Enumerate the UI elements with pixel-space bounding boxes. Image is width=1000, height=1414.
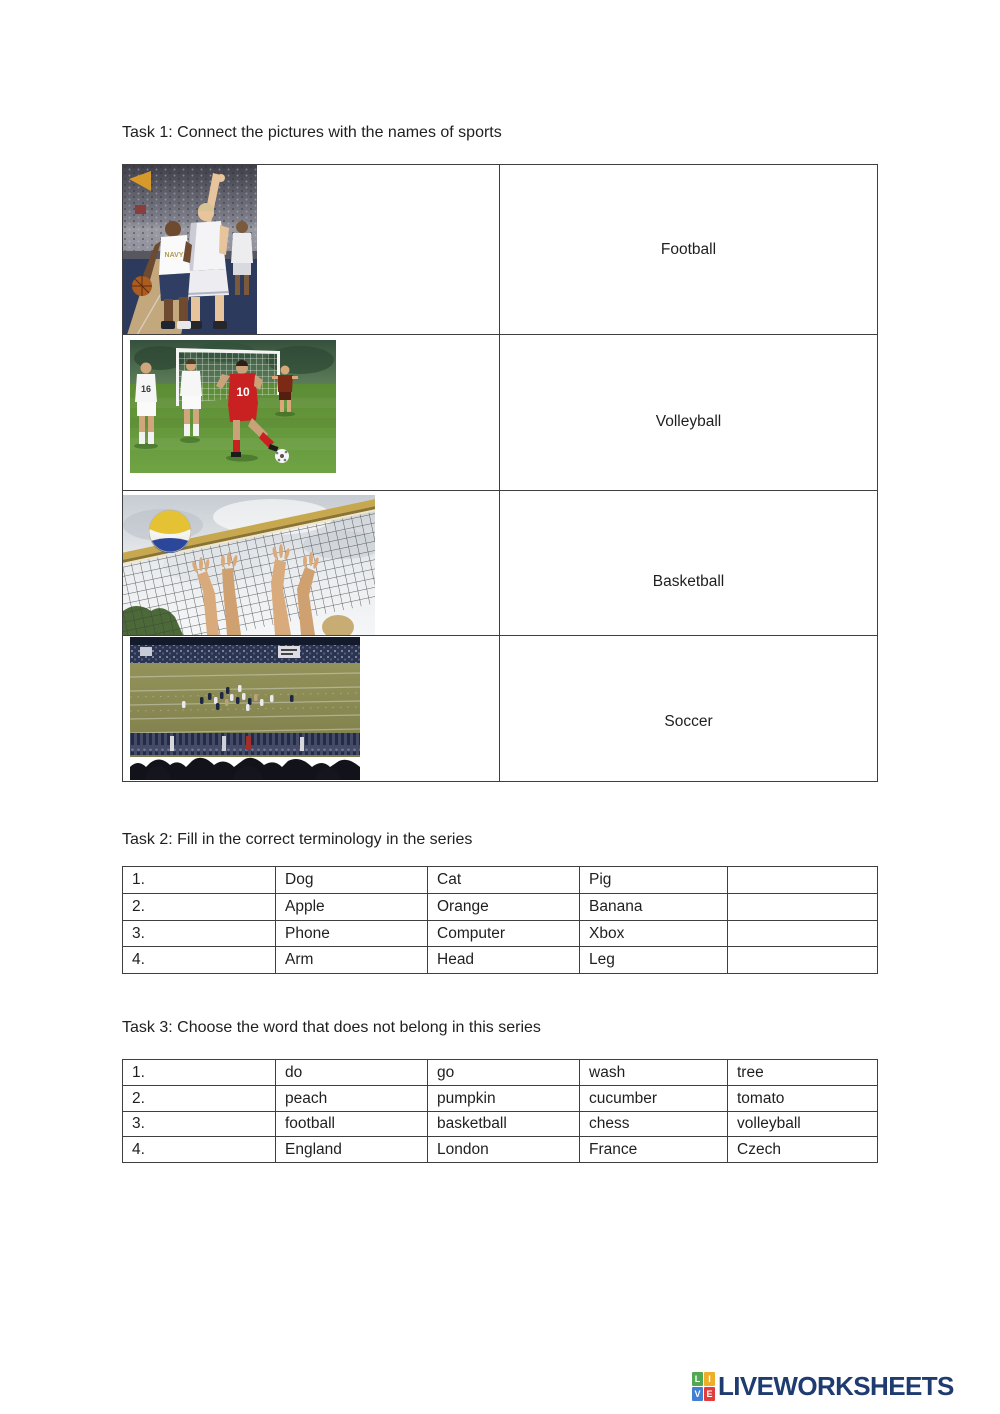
choice-cell[interactable]: do xyxy=(276,1060,428,1086)
word-cell: Computer xyxy=(428,921,580,947)
row-number: 1. xyxy=(123,1060,276,1086)
row-number: 3. xyxy=(123,1112,276,1137)
word-cell: Phone xyxy=(276,921,428,947)
task3-table xyxy=(122,1059,878,1163)
task1-word-cell-basketball[interactable] xyxy=(500,491,877,636)
answer-cell[interactable] xyxy=(728,947,877,973)
row-number: 1. xyxy=(123,867,276,894)
choice-cell[interactable]: basketball xyxy=(428,1112,580,1137)
task1-title: Task 1: Connect the pictures with the names of sports xyxy=(122,124,502,141)
choice-cell[interactable]: cucumber xyxy=(580,1086,728,1112)
task2-title: Task 2: Fill in the correct terminology in the series xyxy=(122,831,473,848)
choice-cell[interactable]: chess xyxy=(580,1112,728,1137)
liveworksheets-icon xyxy=(692,1372,715,1401)
choice-cell[interactable]: peach xyxy=(276,1086,428,1112)
word-cell: Leg xyxy=(580,947,728,973)
task1-picture-cell-american-football[interactable] xyxy=(123,636,500,781)
task1-picture-cell-soccer[interactable] xyxy=(123,335,500,491)
soccer-ball xyxy=(275,449,289,463)
choice-cell[interactable]: France xyxy=(580,1137,728,1162)
choice-cell[interactable]: pumpkin xyxy=(428,1086,580,1112)
sport-word: Basketball xyxy=(652,573,725,590)
row-number: 2. xyxy=(123,1086,276,1112)
choice-cell[interactable]: London xyxy=(428,1137,580,1162)
choice-cell[interactable]: wash xyxy=(580,1060,728,1086)
task1-picture-cell-volleyball[interactable] xyxy=(123,491,500,636)
icon-letter-v: V xyxy=(692,1387,703,1401)
word-cell: Arm xyxy=(276,947,428,973)
word-cell: Dog xyxy=(276,867,428,894)
word-cell: Pig xyxy=(580,867,728,894)
choice-cell[interactable]: go xyxy=(428,1060,580,1086)
soccer-photo[interactable] xyxy=(130,340,336,473)
volleyball-photo[interactable] xyxy=(123,495,375,635)
task1-word-cell-soccer[interactable] xyxy=(500,636,877,781)
word-cell: Orange xyxy=(428,894,580,921)
choice-cell[interactable]: Czech xyxy=(737,1140,781,1158)
word-cell: Cat xyxy=(428,867,580,894)
jersey-text: NAVY xyxy=(164,252,184,259)
basketball-ball xyxy=(132,276,152,296)
task1-word-cell-football[interactable] xyxy=(500,165,877,335)
choice-cell[interactable]: volleyball xyxy=(728,1112,877,1137)
american-football-photo[interactable] xyxy=(130,637,360,780)
word-cell: Head xyxy=(428,947,580,973)
volleyball-ball xyxy=(149,510,191,553)
sport-word: Football xyxy=(660,240,717,258)
task3-title: Task 3: Choose the word that does not belong in this series xyxy=(122,1019,541,1036)
task2-table xyxy=(122,866,878,974)
answer-cell[interactable] xyxy=(728,867,877,894)
icon-letter-l: L xyxy=(692,1372,703,1386)
jersey-number-16: 16 xyxy=(140,384,152,394)
task1-word-cell-volleyball[interactable] xyxy=(500,335,877,491)
choice-cell[interactable]: tomato xyxy=(728,1086,877,1112)
choice-cell[interactable]: football xyxy=(276,1112,428,1137)
row-number: 3. xyxy=(123,921,276,947)
basketball-photo[interactable] xyxy=(123,165,257,335)
icon-letter-e: E xyxy=(704,1387,715,1401)
word-cell: Banana xyxy=(580,894,728,921)
word-cell: Xbox xyxy=(580,921,728,947)
task1-picture-cell-basketball[interactable] xyxy=(123,165,500,335)
icon-letter-i: I xyxy=(704,1372,715,1386)
task1-table xyxy=(122,164,878,782)
brand-wordmark: LIVEWORKSHEETS xyxy=(718,1371,954,1401)
choice-cell[interactable]: tree xyxy=(728,1060,877,1086)
liveworksheets-logo[interactable] xyxy=(692,1371,954,1401)
row-number: 2. xyxy=(123,894,276,921)
row-number: 4. xyxy=(123,947,276,973)
jersey-number-10: 10 xyxy=(236,385,250,399)
answer-cell[interactable] xyxy=(728,921,877,947)
answer-cell[interactable] xyxy=(728,894,877,921)
word-cell: Apple xyxy=(276,894,428,921)
sport-word: Soccer xyxy=(664,712,713,730)
choice-cell[interactable]: England xyxy=(276,1137,428,1162)
sport-word: Volleyball xyxy=(655,412,722,430)
row-number: 4. xyxy=(123,1137,276,1162)
